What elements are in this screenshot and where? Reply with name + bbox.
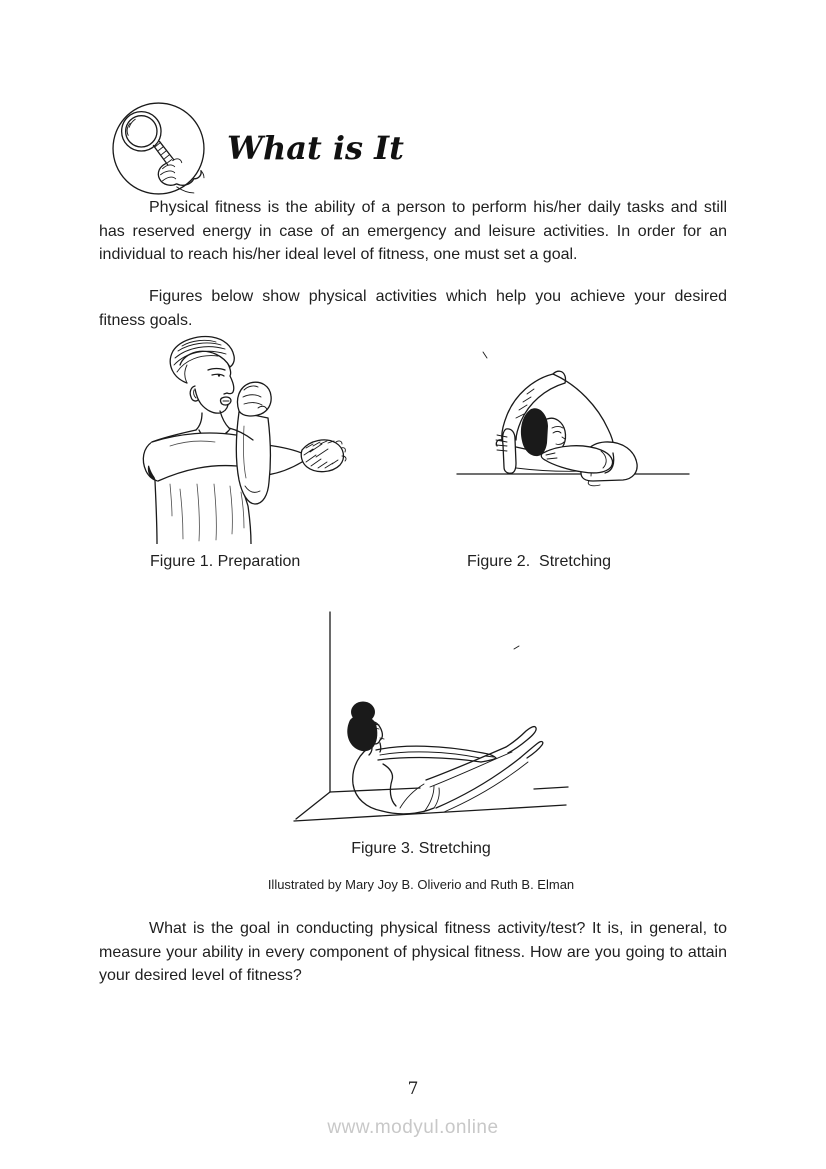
figure-3-caption: Figure 3. Stretching <box>351 840 491 857</box>
figure-3-image <box>288 602 570 828</box>
figure-2-image <box>453 347 693 503</box>
paragraph-goal: What is the goal in conducting physical fitness activity/test? It is, in general, to measure your ability in every component of physical fitness. How are you going to attain your desired level of fitness? <box>99 920 727 984</box>
paragraph-intro: Physical fitness is the ability of a person to perform his/her daily tasks and still has reserved energy in case of an emergency and leisure activities. In order for an individual to reach his/her ideal level of fitness, one must set a goal. <box>99 199 727 263</box>
magnifier-icon <box>110 100 207 197</box>
figure-1-image <box>140 334 350 544</box>
figure-2-caption: Figure 2. Stretching <box>467 553 612 570</box>
illustration-credit: Illustrated by Mary Joy B. Oliverio and Ruth B. Elman <box>267 877 575 892</box>
figure-1-caption: Figure 1. Preparation <box>150 553 301 570</box>
page-number: 7 <box>407 1079 419 1099</box>
watermark: www.modyul.online <box>327 1117 499 1138</box>
paragraph-figures-note: Figures below show physical activities which help you achieve your desired fitness goals. <box>99 288 727 329</box>
page-title: What is It <box>227 129 404 167</box>
